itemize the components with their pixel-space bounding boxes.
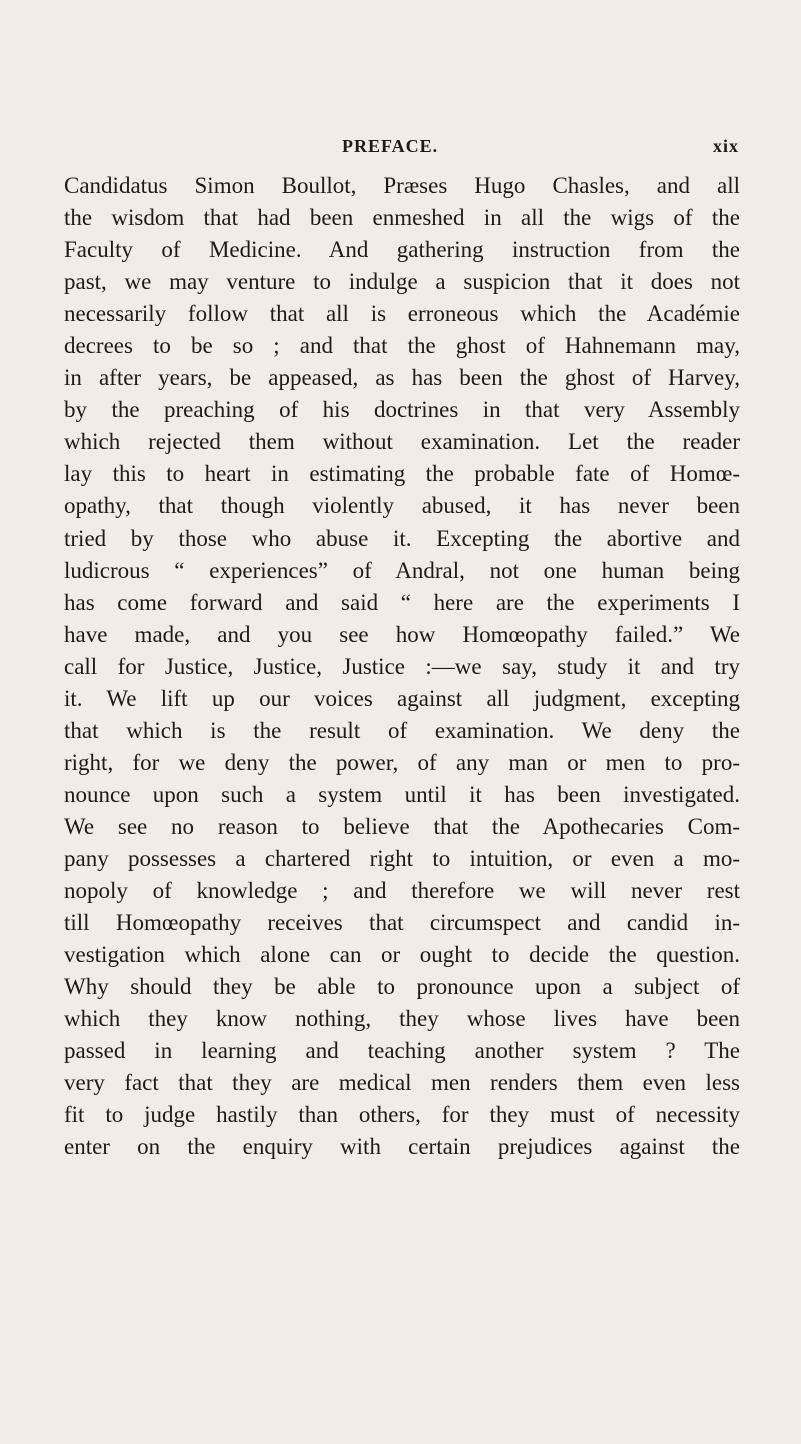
text-line: ludicrous “ experiences” of Andral, not one human being	[64, 557, 740, 583]
text-line: vestigation which alone can or ought to decide the question.	[64, 942, 740, 968]
text-line: nounce upon such a system until it has been investigated.	[64, 781, 740, 807]
text-line: necessarily follow that all is erroneous which the Académie	[64, 301, 740, 327]
text-line: Faculty of Medicine. And gathering instruction from the	[64, 237, 740, 263]
text-line: nopoly of knowledge ; and therefore we will never rest	[64, 878, 740, 904]
text-line: by the preaching of his doctrines in that very Assembly	[64, 397, 740, 423]
text-line: Candidatus Simon Boullot, Præses Hugo Chasles, and all	[64, 173, 740, 198]
text-line: decrees to be so ; and that the ghost of Hahnemann may,	[64, 333, 740, 359]
text-line: that which is the result of examination. We deny the	[64, 717, 740, 743]
text-line: lay this to heart in estimating the probable fate of Homœ-	[64, 461, 740, 487]
text-line: have made, and you see how Homœopathy failed.” We	[64, 621, 740, 647]
text-line: fit to judge hastily than others, for they must of necessity	[64, 1102, 740, 1128]
running-title: PREFACE.	[342, 136, 439, 156]
text-line: call for Justice, Justice, Justice :—we say, study it and try	[64, 653, 740, 679]
text-line: has come forward and said “ here are the experiments I	[64, 589, 740, 615]
text-line: which rejected them without examination. Let the reader	[64, 429, 740, 455]
text-line: right, for we deny the power, of any man or men to pro-	[64, 749, 740, 775]
text-line: tried by those who abuse it. Excepting the abortive and	[64, 525, 740, 551]
page-number: xix	[713, 136, 740, 156]
text-line: opathy, that though violently abused, it has never been	[64, 493, 740, 519]
text-line: the wisdom that had been enmeshed in all the wigs of the	[64, 205, 740, 231]
body-text	[64, 170, 740, 1163]
text-line: pany possesses a chartered right to intuition, or even a mo-	[64, 845, 740, 871]
text-line: in after years, be appeased, as has been the ghost of Harvey,	[64, 365, 740, 391]
text-line: Why should they be able to pronounce upon a subject of	[64, 974, 740, 1000]
text-line: very fact that they are medical men renders them even less	[64, 1070, 740, 1096]
text-line: passed in learning and teaching another system ? The	[64, 1038, 740, 1064]
text-line: it. We lift up our voices against all judgment, excepting	[64, 685, 740, 711]
text-line: till Homœopathy receives that circumspect and candid in-	[64, 910, 740, 936]
text-line: past, we may venture to indulge a suspicion that it does not	[64, 269, 740, 295]
text-line: which they know nothing, they whose lives have been	[64, 1006, 740, 1032]
running-head	[0, 136, 801, 160]
text-line: enter on the enquiry with certain prejudices against the	[64, 1134, 740, 1160]
text-line: We see no reason to believe that the Apothecaries Com-	[64, 813, 740, 839]
